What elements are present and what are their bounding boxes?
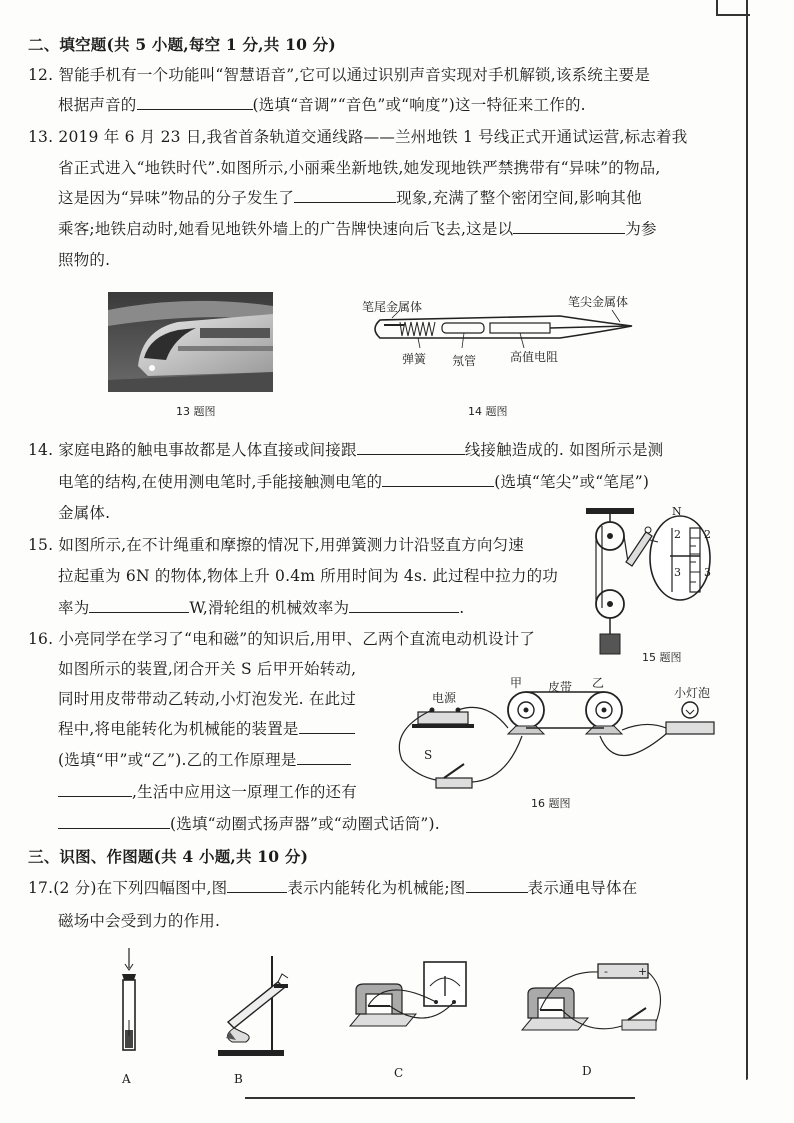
q12-line-2 bbox=[58, 93, 586, 115]
fig14-label-resistor: 高值电阻 bbox=[510, 350, 559, 364]
fig15-scale-unit: N bbox=[672, 505, 682, 518]
q16-line-5 bbox=[58, 748, 351, 770]
q16-text-4: 程中,将电能转化为机械能的装置是 bbox=[58, 720, 299, 738]
section-3-title: 三、识图、作图题(共 4 小题,共 10 分) bbox=[28, 847, 309, 866]
page-frame-corner bbox=[716, 0, 750, 16]
fig15-tick-2: 3 bbox=[674, 566, 681, 579]
q13-line-3 bbox=[58, 186, 642, 208]
fig13-caption: 13 题图 bbox=[176, 405, 216, 418]
section-2-title: 二、填空题(共 5 小题,每空 1 分,共 10 分) bbox=[28, 35, 336, 54]
fig14-label-neon: 氖管 bbox=[452, 354, 477, 368]
q14-line-3: 金属体. bbox=[58, 504, 111, 522]
fig15-tick-4: 3 bbox=[704, 566, 711, 579]
q16-answer-blank-4[interactable] bbox=[58, 814, 170, 829]
fig17-b-heating-diagram bbox=[208, 952, 292, 1060]
fig17-label-c: C bbox=[394, 1066, 404, 1080]
fig17-label-a: A bbox=[122, 1072, 131, 1086]
q15-line-1: 15. 如图所示,在不计绳重和摩擦的情况下,用弹簧测力计沿竖直方向匀速 bbox=[28, 536, 524, 554]
fig14-label-tail-metal: 笔尾金属体 bbox=[362, 300, 423, 314]
fig16-label-power: 电源 bbox=[432, 691, 457, 705]
q13-text-3b: 现象,充满了整个密闭空间,影响其他 bbox=[396, 189, 642, 207]
q13-line-4 bbox=[58, 217, 657, 239]
q17-text-1a: 17.(2 分)在下列四幅图中,图 bbox=[28, 879, 228, 897]
q14-text-2a: 电笔的结构,在使用测电笔时,手能接触测电笔的 bbox=[58, 473, 383, 491]
q16-answer-blank-3[interactable] bbox=[58, 782, 132, 797]
q16-line-4 bbox=[58, 717, 355, 739]
fig16-label-yi: 乙 bbox=[592, 676, 605, 690]
q14-text-1b: 线接触造成的. 如图所示是测 bbox=[464, 441, 664, 459]
q17-answer-blank-1[interactable] bbox=[227, 878, 287, 893]
fig14-caption: 14 题图 bbox=[468, 405, 508, 418]
q15-answer-blank-2[interactable] bbox=[349, 598, 459, 613]
q15-text-3c: . bbox=[459, 599, 465, 617]
q15-text-3b: W,滑轮组的机械效率为 bbox=[189, 599, 350, 617]
q14-text-1a: 14. 家庭电路的触电事故都是人体直接或间接跟 bbox=[28, 441, 357, 459]
fig17-d-motor-principle-diagram bbox=[518, 960, 668, 1040]
q12-text-b: (选填“音调”“音色”或“响度”)这一特征来工作的. bbox=[252, 96, 586, 114]
fig15-tick-3: 2 bbox=[704, 528, 711, 541]
q13-text-3a: 这是因为“异味”物品的分子发生了 bbox=[58, 189, 295, 207]
q14-text-2b: (选填“笔尖”或“笔尾”) bbox=[494, 473, 650, 491]
q15-text-3a: 率为 bbox=[58, 599, 90, 617]
q17-text-1c: 表示通电导体在 bbox=[527, 879, 638, 897]
q13-line-2: 省正式进入“地铁时代”.如图所示,小丽乘坐新地铁,她发现地铁严禁携带有“异味”的物品, bbox=[58, 159, 661, 177]
fig17-a-tube-diagram bbox=[114, 948, 144, 1058]
q16-answer-blank-2[interactable] bbox=[297, 750, 351, 765]
q12-answer-blank[interactable] bbox=[137, 95, 253, 110]
q16-answer-blank-1[interactable] bbox=[299, 719, 355, 734]
fig17-c-induction-diagram bbox=[346, 956, 476, 1036]
q13-text-4b: 为参 bbox=[625, 220, 657, 238]
fig16-label-belt: 皮带 bbox=[548, 680, 573, 694]
q14-line-1 bbox=[28, 438, 663, 460]
q16-line-7 bbox=[58, 812, 440, 834]
q14-line-2 bbox=[58, 470, 649, 492]
q17-answer-blank-2[interactable] bbox=[466, 878, 528, 893]
q16-line-1: 16. 小亮同学在学习了“电和磁”的知识后,用甲、乙两个直流电动机设计了 bbox=[28, 630, 536, 648]
q12-line-1: 12. 智能手机有一个功能叫“智慧语音”,它可以通过识别声音实现对手机解锁,该系统主要是 bbox=[28, 66, 651, 84]
q17-line-2: 磁场中会受到力的作用. bbox=[58, 912, 221, 930]
q13-line-1: 13. 2019 年 6 月 23 日,我省首条轨道交通线路——兰州地铁 1 号线正式开通试运营,标志着我 bbox=[28, 128, 688, 146]
q15-line-3 bbox=[58, 596, 464, 618]
q16-text-7: (选填“动圈式扬声器”或“动圈式话筒”). bbox=[170, 815, 440, 833]
q13-line-5: 照物的. bbox=[58, 251, 111, 269]
q13-answer-blank-1[interactable] bbox=[294, 188, 396, 203]
fig14-label-spring: 弹簧 bbox=[402, 352, 427, 366]
svg-text:+: + bbox=[638, 965, 648, 978]
q12-text-a: 根据声音的 bbox=[58, 96, 137, 114]
q14-answer-blank-1[interactable] bbox=[357, 440, 465, 455]
fig13-subway-photo bbox=[108, 292, 273, 392]
q15-answer-blank-1[interactable] bbox=[89, 598, 189, 613]
q16-line-2: 如图所示的装置,闭合开关 S 后甲开始转动, bbox=[58, 660, 357, 678]
fig16-label-bulb: 小灯泡 bbox=[674, 686, 711, 700]
q14-answer-blank-2[interactable] bbox=[382, 472, 494, 487]
q16-text-5a: (选填“甲”或“乙”).乙的工作原理是 bbox=[58, 751, 297, 769]
fig14-label-tip-metal: 笔尖金属体 bbox=[568, 295, 629, 309]
svg-text:-: - bbox=[604, 965, 608, 978]
q13-answer-blank-2[interactable] bbox=[513, 219, 625, 234]
q16-line-3: 同时用皮带带动乙转动,小灯泡发光. 在此过 bbox=[58, 690, 356, 708]
q16-text-6: ,生活中应用这一原理工作的还有 bbox=[132, 783, 357, 801]
fig15-tick-1: 2 bbox=[674, 528, 681, 541]
q13-text-4a: 乘客;地铁启动时,她看见地铁外墙上的广告牌快速向后飞去,这是以 bbox=[58, 220, 514, 238]
q17-text-1b: 表示内能转化为机械能;图 bbox=[287, 879, 466, 897]
fig16-label-switch: S bbox=[424, 748, 433, 762]
fig17-label-b: B bbox=[234, 1072, 243, 1086]
fig16-label-jia: 甲 bbox=[510, 676, 523, 690]
page-frame-bottom-line bbox=[245, 1097, 635, 1099]
fig16-caption: 16 题图 bbox=[531, 797, 571, 810]
fig17-label-d: D bbox=[582, 1064, 592, 1078]
q16-line-6 bbox=[58, 780, 357, 802]
fig15-caption: 15 题图 bbox=[642, 651, 682, 664]
q17-line-1 bbox=[28, 876, 637, 898]
q15-line-2: 拉起重为 6N 的物体,物体上升 0.4m 所用时间为 4s. 此过程中拉力的功 bbox=[58, 567, 559, 585]
page-frame-right-border bbox=[746, 0, 748, 1080]
